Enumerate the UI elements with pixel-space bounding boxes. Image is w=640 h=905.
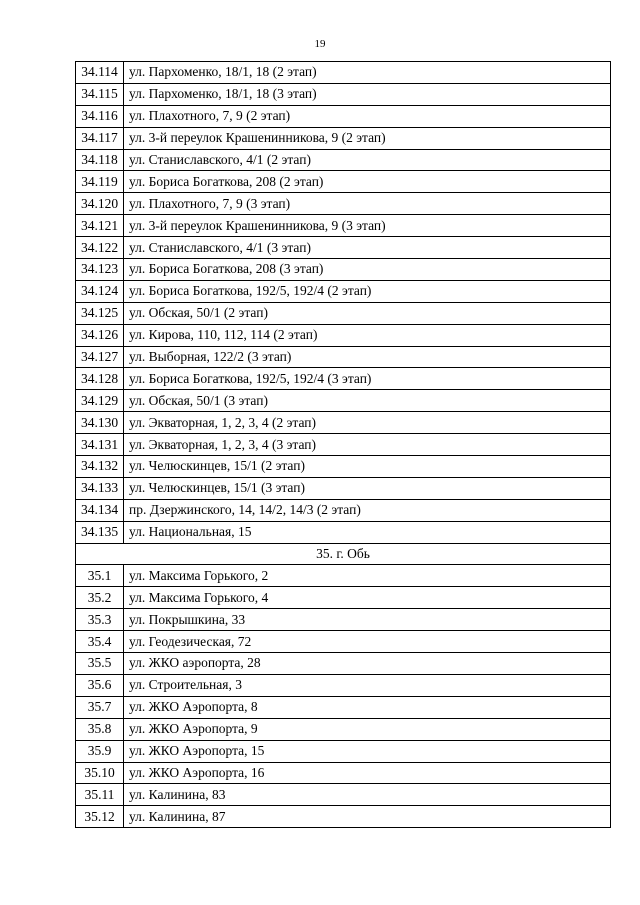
row-address: ул. Максима Горького, 2: [124, 565, 611, 587]
table-row: [76, 740, 611, 762]
row-number: 34.133: [76, 477, 124, 499]
row-address: ул. ЖКО аэропорта, 28: [124, 653, 611, 675]
row-address: ул. Экваторная, 1, 2, 3, 4 (3 этап): [124, 434, 611, 456]
row-number: 34.130: [76, 412, 124, 434]
row-number: 34.125: [76, 302, 124, 324]
row-address: ул. Обская, 50/1 (2 этап): [124, 302, 611, 324]
row-address: ул. Челюскинцев, 15/1 (2 этап): [124, 456, 611, 478]
row-number: 34.121: [76, 215, 124, 237]
row-number: 34.134: [76, 499, 124, 521]
section-header-row: [76, 543, 611, 565]
table-row: [76, 302, 611, 324]
table-row: [76, 193, 611, 215]
table-row: [76, 631, 611, 653]
row-number: 34.123: [76, 259, 124, 281]
row-address: ул. Бориса Богаткова, 192/5, 192/4 (2 этап): [124, 280, 611, 302]
table-row: [76, 105, 611, 127]
table-row: [76, 674, 611, 696]
table-row: [76, 412, 611, 434]
row-address: ул. Калинина, 87: [124, 806, 611, 828]
table-row: [76, 477, 611, 499]
row-number: 35.6: [76, 674, 124, 696]
table-row: [76, 390, 611, 412]
table-row: [76, 149, 611, 171]
row-number: 34.126: [76, 324, 124, 346]
table-row: [76, 806, 611, 828]
address-table: [75, 61, 611, 828]
row-address: ул. Бориса Богаткова, 192/5, 192/4 (3 этап): [124, 368, 611, 390]
table-row: [76, 259, 611, 281]
table-row: [76, 83, 611, 105]
table-row: [76, 127, 611, 149]
row-address: пр. Дзержинского, 14, 14/2, 14/3 (2 этап): [124, 499, 611, 521]
row-number: 34.116: [76, 105, 124, 127]
row-address: ул. Пархоменко, 18/1, 18 (2 этап): [124, 62, 611, 84]
row-address: ул. Пархоменко, 18/1, 18 (3 этап): [124, 83, 611, 105]
row-address: ул. Кирова, 110, 112, 114 (2 этап): [124, 324, 611, 346]
row-address: ул. Плахотного, 7, 9 (2 этап): [124, 105, 611, 127]
row-number: 34.120: [76, 193, 124, 215]
row-address: ул. Выборная, 122/2 (3 этап): [124, 346, 611, 368]
row-number: 34.124: [76, 280, 124, 302]
row-number: 35.11: [76, 784, 124, 806]
row-number: 34.118: [76, 149, 124, 171]
table-row: [76, 609, 611, 631]
row-address: ул. Челюскинцев, 15/1 (3 этап): [124, 477, 611, 499]
row-number: 35.2: [76, 587, 124, 609]
row-number: 35.1: [76, 565, 124, 587]
row-number: 34.132: [76, 456, 124, 478]
row-address: ул. ЖКО Аэропорта, 16: [124, 762, 611, 784]
table-row: [76, 215, 611, 237]
table-row: [76, 587, 611, 609]
row-number: 34.117: [76, 127, 124, 149]
row-address: ул. Станиславского, 4/1 (2 этап): [124, 149, 611, 171]
row-number: 35.10: [76, 762, 124, 784]
row-address: ул. Строительная, 3: [124, 674, 611, 696]
table-row: [76, 565, 611, 587]
row-number: 35.4: [76, 631, 124, 653]
row-number: 35.3: [76, 609, 124, 631]
page-number: 19: [314, 38, 326, 50]
row-number: 34.114: [76, 62, 124, 84]
table-row: [76, 368, 611, 390]
row-address: ул. Плахотного, 7, 9 (3 этап): [124, 193, 611, 215]
row-number: 34.128: [76, 368, 124, 390]
table-row: [76, 171, 611, 193]
address-table-body: [76, 62, 611, 828]
row-address: ул. Бориса Богаткова, 208 (2 этап): [124, 171, 611, 193]
table-row: [76, 456, 611, 478]
row-number: 34.129: [76, 390, 124, 412]
row-address: ул. 3-й переулок Крашенинникова, 9 (2 этап): [124, 127, 611, 149]
row-number: 34.122: [76, 237, 124, 259]
section-title: 35. г. Обь: [76, 543, 611, 565]
row-address: ул. Геодезическая, 72: [124, 631, 611, 653]
table-row: [76, 499, 611, 521]
row-number: 35.9: [76, 740, 124, 762]
row-number: 34.131: [76, 434, 124, 456]
row-address: ул. Калинина, 83: [124, 784, 611, 806]
row-number: 34.135: [76, 521, 124, 543]
row-number: 35.12: [76, 806, 124, 828]
row-address: ул. Бориса Богаткова, 208 (3 этап): [124, 259, 611, 281]
row-address: ул. Максима Горького, 4: [124, 587, 611, 609]
row-address: ул. ЖКО Аэропорта, 15: [124, 740, 611, 762]
table-row: [76, 434, 611, 456]
row-number: 35.5: [76, 653, 124, 675]
row-number: 35.8: [76, 718, 124, 740]
row-number: 34.119: [76, 171, 124, 193]
row-address: ул. ЖКО Аэропорта, 9: [124, 718, 611, 740]
row-number: 34.127: [76, 346, 124, 368]
table-row: [76, 718, 611, 740]
table-row: [76, 653, 611, 675]
table-row: [76, 784, 611, 806]
row-number: 35.7: [76, 696, 124, 718]
table-row: [76, 521, 611, 543]
table-row: [76, 346, 611, 368]
table-row: [76, 280, 611, 302]
row-address: ул. Обская, 50/1 (3 этап): [124, 390, 611, 412]
row-address: ул. Национальная, 15: [124, 521, 611, 543]
table-row: [76, 762, 611, 784]
table-row: [76, 324, 611, 346]
row-address: ул. Экваторная, 1, 2, 3, 4 (2 этап): [124, 412, 611, 434]
table-row: [76, 62, 611, 84]
row-number: 34.115: [76, 83, 124, 105]
table-row: [76, 237, 611, 259]
row-address: ул. 3-й переулок Крашенинникова, 9 (3 этап): [124, 215, 611, 237]
row-address: ул. Покрышкина, 33: [124, 609, 611, 631]
row-address: ул. ЖКО Аэропорта, 8: [124, 696, 611, 718]
row-address: ул. Станиславского, 4/1 (3 этап): [124, 237, 611, 259]
table-row: [76, 696, 611, 718]
